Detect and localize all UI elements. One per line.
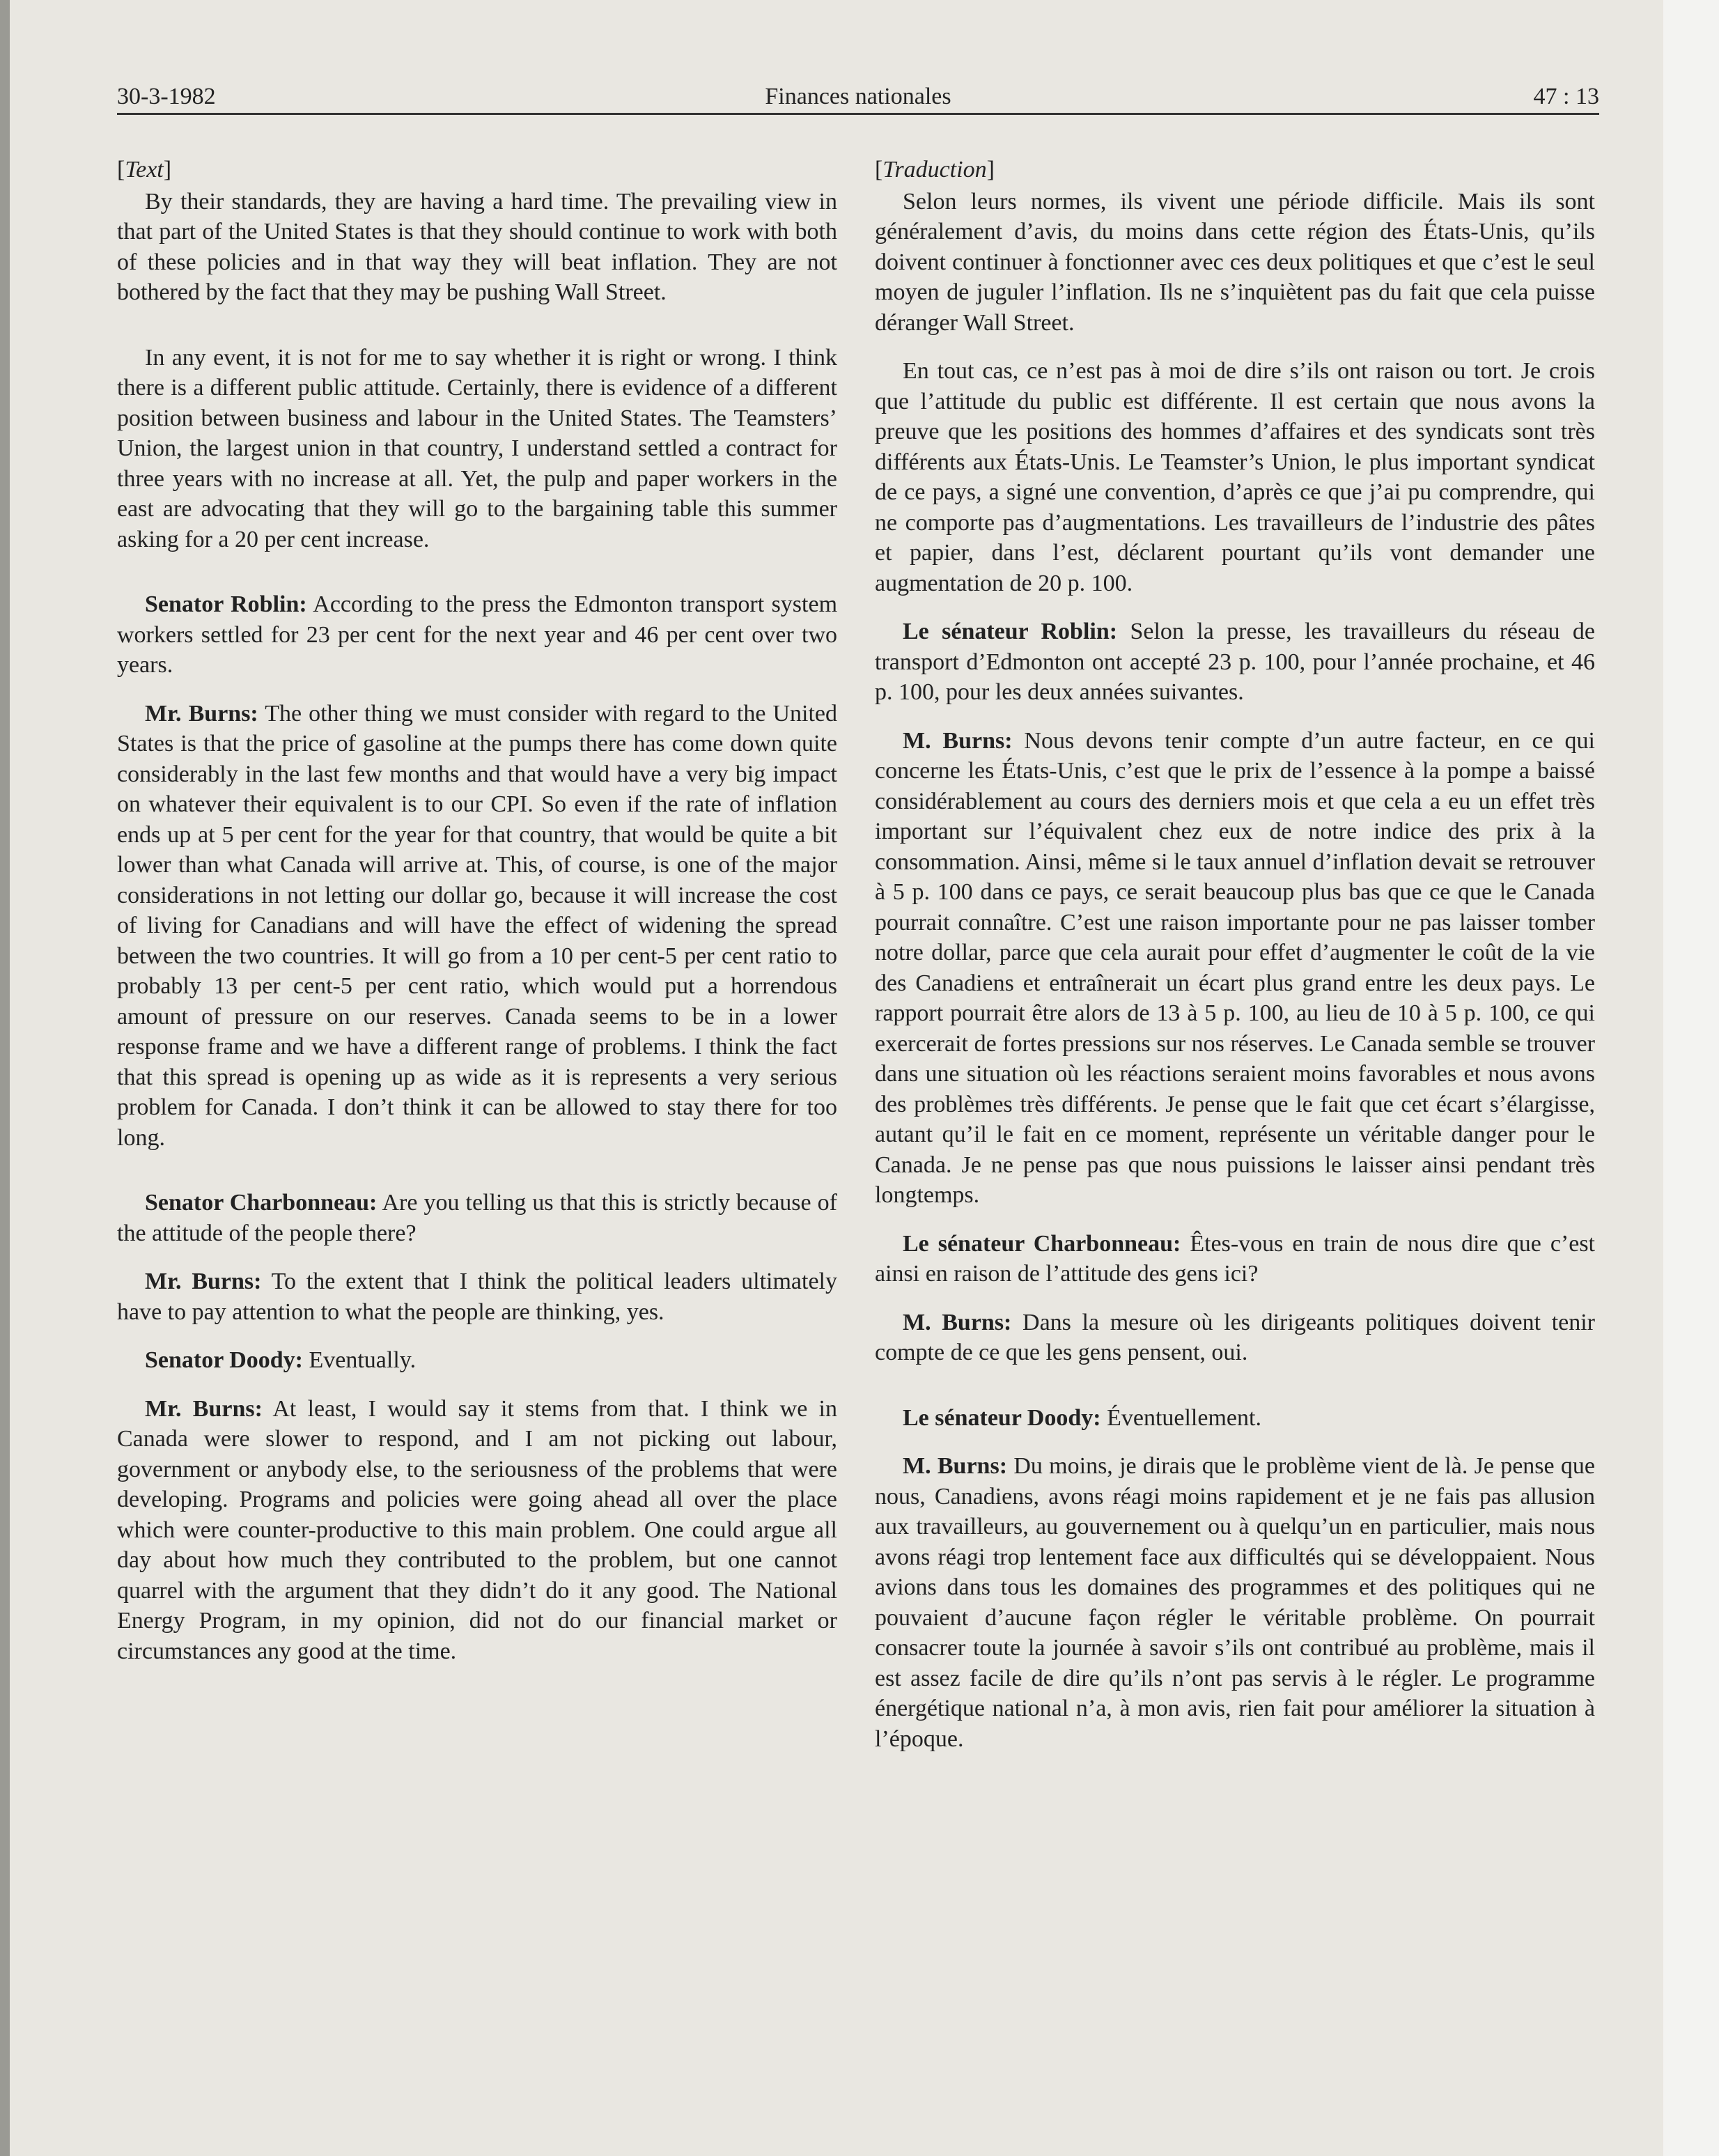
paragraph-text: According to the press the Edmonton transport system workers settled for 23 per cent for the next year and 46 per cent over two years.: [117, 591, 838, 678]
paragraph-text: Dans la mesure où les dirigeants politiques doivent tenir compte de ce que les gens pensent, oui.: [875, 1309, 1596, 1365]
paragraph-text: Du moins, je dirais que le problème vient de là. Je pense que nous, Canadiens, avons réagi moins rapidement et je ne fais pas allusion aux travailleurs, au gouvernement ou à quelqu’un en particulier, mais nous avons réagi trop lentement face aux difficultés qui se développaient. Nous avions dans tous les domaines des programmes et des politiques qui ne pouvaient d’aucune façon régler le véritable problème. On pourrait consacrer toute la journée à savoir s’ils ont contribué au problème, mais il est assez facile de dire qu’ils n’ont pas servis à le régler. Le programme énergétique national n’a, à mon avis, rien fait pour améliorer la situation à l’époque.: [875, 1453, 1596, 1752]
paragraph: [117, 1394, 837, 1667]
header-page-number: 47 : 13: [1533, 84, 1599, 109]
paragraph-text: By their standards, they are having a hard time. The prevailing view in that part of the United States is that they should continue to work with both of these policies and in that way they will beat inflation. They are not bothered by the fact that they may be pushing Wall Street.: [117, 188, 837, 305]
paragraph-text: Éventuellement.: [1107, 1404, 1261, 1431]
paragraph-text: To the extent that I think the political leaders ultimately have to pay attention to what the people are thinking, yes.: [117, 1269, 837, 1325]
paragraph-text: Eventually.: [309, 1347, 417, 1373]
paragraph-text: Are you telling us that this is strictly because of the attitude of the people there?: [117, 1190, 837, 1246]
english-tag: [Text]: [117, 157, 172, 183]
paragraph: [117, 589, 837, 681]
paragraph: [875, 616, 1595, 708]
french-tag-label: Traduction: [882, 157, 987, 183]
paragraph-text: Selon la presse, les travailleurs du réseau de transport d’Edmonton ont accepté 23 p. 100, pour l’année prochaine, et 46 p. 100, pour les deux années suivantes.: [875, 619, 1595, 705]
paragraph: [117, 699, 837, 1154]
speaker-name: Le sénateur Doody:: [903, 1404, 1101, 1431]
paragraph-text: Selon leurs normes, ils vivent une période difficile. Mais ils sont généralement d’avis, du moins dans cette région des États-Unis, qu’ils doivent continuer à fonctionner avec ces deux politiques et que c’est le seul moyen de juguler l’inflation. Ils ne s’inquiètent pas du fait que cela puisse déranger Wall Street.: [875, 188, 1595, 336]
english-column: [117, 155, 837, 1666]
french-column: [875, 155, 1595, 1754]
speaker-name: M. Burns:: [903, 1309, 1012, 1335]
french-tag: [Traduction]: [875, 157, 995, 183]
paragraph: [875, 1403, 1595, 1434]
header-date: 30-3-1982: [117, 84, 216, 109]
paragraph-text: The other thing we must consider with regard to the United States is that the price of gasoline at the pumps there has come down quite considerably in the last few months and that would have a very big impact on whatever their equivalent is to our CPI. So even if the rate of inflation ends up at 5 per cent for the year for that country, that would be quite a bit lower than what Canada will arrive at. This, of course, is one of the major considerations in not letting our dollar go, because it will increase the cost of living for Canadians and will have the effect of widening the spread between the two countries. It will go from a 10 per cent-5 per cent ratio to probably 13 per cent-5 per cent ratio, which would put a horrendous amount of pressure on our reserves. Canada seems to be in a lower response frame and we have a different range of problems. I think the fact that this spread is opening up as wide as it is represents a very serious problem for Canada. I don’t think it can be allowed to stay there for too long.: [117, 700, 837, 1151]
paragraph: [875, 1308, 1595, 1368]
header-rule: [117, 113, 1599, 115]
header-title: Finances nationales: [765, 84, 951, 109]
paragraph: [875, 1451, 1595, 1754]
paragraph-text: Êtes-vous en train de nous dire que c’est ainsi en raison de l’attitude des gens ici?: [875, 1230, 1596, 1287]
speaker-name: Mr. Burns:: [145, 700, 258, 727]
paragraph: [875, 1229, 1595, 1289]
paragraph: [117, 1266, 837, 1327]
speaker-name: Mr. Burns:: [145, 1269, 262, 1294]
paragraph: [117, 1345, 837, 1376]
speaker-name: Le sénateur Charbonneau:: [903, 1230, 1181, 1257]
english-tag-label: Text: [125, 157, 164, 183]
speaker-name: Mr. Burns:: [145, 1395, 263, 1422]
speaker-name: Senator Charbonneau:: [145, 1190, 378, 1216]
scan-margin: [1663, 0, 1719, 2156]
paragraph: [875, 187, 1595, 339]
running-header: [117, 79, 1599, 116]
paragraph: [117, 187, 837, 308]
speaker-name: M. Burns:: [903, 1453, 1008, 1479]
paragraph: [875, 726, 1595, 1211]
speaker-name: Senator Doody:: [145, 1347, 303, 1373]
speaker-name: Le sénateur Roblin:: [903, 619, 1118, 644]
paragraph-text: At least, I would say it stems from that. I think we in Canada were slower to respond, and I am not picking out labour, government or anybody else, to the seriousness of the problems that were developing. Programs and policies were going ahead all over the place which were counter-productive to this main problem. One could argue all day about how much they contributed to the problem, but one cannot quarrel with the argument that they didn’t do it any good. The National Energy Program, in my opinion, did not do our financial market or circumstances any good at the time.: [117, 1395, 837, 1664]
paragraph-text: Nous devons tenir compte d’un autre facteur, en ce qui concerne les États-Unis, c’est que le prix de l’essence à la pompe a baissé considérablement au cours des derniers mois et que cela a eu un effet très important sur l’équivalent chez eux de notre indice des prix à la consommation. Ainsi, même si le taux annuel d’inflation devait se retrouver à 5 p. 100 dans ce pays, ce serait beaucoup plus bas que ce que le Canada pourrait connaître. C’est une raison importante pour ne pas laisser tomber notre dollar, parce que cela aurait pour effet d’augmenter le coût de la vie des Canadiens et entraînerait un écart plus grand entre les deux pays. Le rapport pourrait être alors de 13 à 5 p. 100, au lieu de 10 à 5 p. 100, ce qui exercerait de fortes pressions sur nos réserves. Le Canada semble se trouver dans une situation où les réactions seraient moins favorables et nous avons des problèmes très différents. Je pense que le fait que cet écart s’élargisse, autant qu’il le fait en ce moment, représente un véritable danger pour le Canada. Je ne pense pas que nous puissions le laisser ainsi pendant très longtemps.: [875, 727, 1595, 1208]
paragraph: [117, 343, 837, 555]
paragraph: [875, 356, 1595, 598]
speaker-name: Senator Roblin:: [145, 591, 307, 617]
speaker-name: M. Burns:: [903, 727, 1013, 754]
paragraph-text: In any event, it is not for me to say whether it is right or wrong. I think there is a different public attitude. Certainly, there is evidence of a different position between business and labour in the United States. The Teamsters’ Union, the largest union in that country, I understand settled a contract for three years with no increase at all. Yet, the pulp and paper workers in the east are advocating that they will go to the bargaining table this summer asking for a 20 per cent increase.: [117, 344, 837, 552]
paragraph: [117, 1188, 837, 1248]
paragraph-text: En tout cas, ce n’est pas à moi de dire s’ils ont raison ou tort. Je crois que l’attitude du public est différente. Il est certain que nous avons la preuve que les positions des hommes d’affaires et des syndicats sont très différents aux États-Unis. Le Teamster’s Union, le plus important syndicat de ce pays, a signé une convention, d’après ce que j’ai pu comprendre, qui ne comporte pas d’augmentations. Les travailleurs de l’industrie des pâtes et papier, dans l’est, déclarent pourtant qu’ils vont demander une augmentation de 20 p. 100.: [875, 358, 1595, 596]
page-binding-shadow: [0, 0, 10, 2156]
